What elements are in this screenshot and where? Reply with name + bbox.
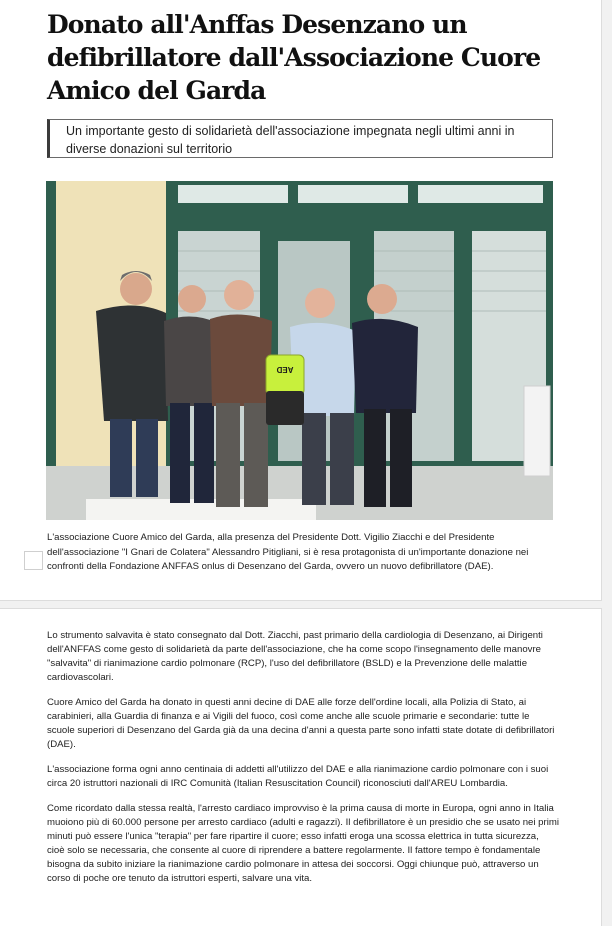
paragraph-4: Come ricordato dalla stessa realtà, l'arresto cardiaco improvviso è la prima causa di morte in Europa, ogni anno in Italia muoiono più di 60.000 persone per arresto cardiaco (adulti e ragazzi). Il defibrillatore è un presidio che se usato nei primi minuti può essere l'unica "terapia" per fare ripartire il cuore; esso infatti eroga una scossa elettrica in tutta sicurezza, cioè solo se necessaria, che consente al cuore di riprendere a battere regolarmente. Il fattore tempo è fondamentale bisogna da subito iniziare la rianimazione cardio polmonare in attesa dei soccorsi. Oggi chiunque può, attraverso un corso di poche ore tenuto da istruttori esperti, salvare una vita. <box>47 803 559 884</box>
article-subtitle: Un importante gesto di solidarietà dell'associazione impegnata negli ultimi anni in diverse donazioni sul territorio <box>47 119 553 158</box>
article-photo <box>46 181 553 520</box>
photo-caption: L'associazione Cuore Amico del Garda, alla presenza del Presidente Dott. Vigilio Ziacchi e del Presidente dell'associazione "I Gnari de Colatera" Alessandro Pitigliani, si è resa protagonista di un'importante donazione nei confronti della Fondazione ANFFAS onlus di Desenzano del Garda, ovvero un nuovo defibrillatore (DAE). <box>47 532 529 572</box>
paragraph-1: Lo strumento salvavita è stato consegnato dal Dott. Ziacchi, past primario della cardiologia di Desenzano, ai Dirigenti dell'ANFFAS come gesto di solidarietà da parte dell'associazione, che ha come scopo l'insegnamento delle manovre "salvavita" di rianimazione cardio polmonare (RCP), l'uso del defibrillatore (BSLD) e la Prevenzione delle malattie cardiovascolari. <box>47 630 543 683</box>
article-body <box>47 629 559 897</box>
aed-label: AED <box>276 365 294 374</box>
paragraph-2: Cuore Amico del Garda ha donato in questi anni decine di DAE alle forze dell'ordine locali, alla Polizia di Stato, ai carabinieri, alla Guardia di finanza e ai Vigili del fuoco, così come anche alle scuole primarie e secondarie: tutte le scuole superiori di Desenzano del Garda già da una decina d'anni a questa parte sono infatti state dotate di defibrillatori (DAE). <box>47 697 555 750</box>
paragraph-3: L'associazione forma ogni anno centinaia di addetti all'utilizzo del DAE e alla rianimazione cardio polmonare con i suoi circa 20 istruttori nazionali di IRC Comunità (Italian Resuscitation Council) riconosciuti dall'AREU Lombardia. <box>47 764 549 789</box>
checkbox[interactable] <box>24 551 43 570</box>
article-title: Donato all'Anffas Desenzano un defibrillatore dall'Associazione Cuore Amico del Garda <box>47 10 541 105</box>
